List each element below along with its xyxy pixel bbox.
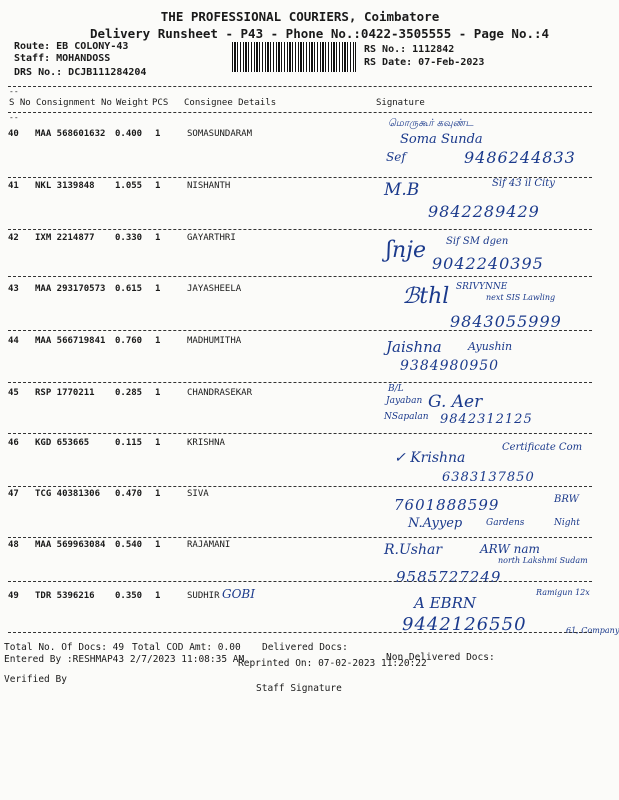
signature-phone: 9442126550 xyxy=(402,614,527,635)
signature-phone: 9486244833 xyxy=(464,148,576,167)
row-sno: 42 xyxy=(8,233,19,243)
row-consignee: SIVA xyxy=(187,489,209,499)
row-consignment: MAA 566719841 xyxy=(35,336,106,346)
document-subtitle: Delivery Runsheet - P43 - Phone No.:0422-3505555 - Page No.:4 xyxy=(90,26,550,41)
row-weight: 0.350 xyxy=(115,591,143,601)
row-consignee: SOMASUNDARAM xyxy=(187,129,253,139)
document-title: THE PROFESSIONAL COURIERS, Coimbatore xyxy=(160,9,440,24)
row-consignment: MAA 293170573 xyxy=(35,284,106,294)
divider xyxy=(8,86,592,87)
signature-phone: 7601888599 xyxy=(394,496,500,514)
row-consignee: JAYASHEELA xyxy=(187,284,242,294)
row-weight: 0.470 xyxy=(115,489,143,499)
row-weight: 0.400 xyxy=(115,129,143,139)
signature-text: N.Ayyep xyxy=(408,516,463,531)
row-pcs: 1 xyxy=(155,438,161,448)
row-pcs: 1 xyxy=(155,540,161,550)
row-sno: 47 xyxy=(8,489,19,499)
staff-signature: Staff Signature xyxy=(256,683,342,694)
row-divider xyxy=(8,276,592,277)
row-pcs: 1 xyxy=(155,129,161,139)
row-pcs: 1 xyxy=(155,181,161,191)
row-divider xyxy=(8,632,592,633)
signature-area xyxy=(376,230,598,282)
row-sno: 41 xyxy=(8,181,19,191)
signature-text: Sif SM dgen xyxy=(446,236,509,247)
signature-phone: 6383137850 xyxy=(442,470,535,485)
row-consignee: RAJAMANI xyxy=(187,540,231,550)
row-consignment: IXM 2214877 xyxy=(35,233,95,243)
signature-phone: 9843055999 xyxy=(450,312,562,331)
rs-number: RS No.: 1112842 xyxy=(364,44,455,55)
signature-area xyxy=(376,176,598,228)
header-divider xyxy=(8,112,592,113)
signature-area xyxy=(376,384,598,434)
col-consignment: Consignment No xyxy=(36,98,112,108)
signature-phone: 9585727249 xyxy=(396,568,502,586)
row-consignee: SUDHIR xyxy=(187,591,220,601)
row-sno: 44 xyxy=(8,336,19,346)
signature-text: north Lakshmi Sudam xyxy=(498,556,588,565)
signature-text xyxy=(394,450,465,466)
divider-mark: -- xyxy=(9,87,19,96)
row-consignment: TCG 40381306 xyxy=(35,489,101,499)
divider-mark: -- xyxy=(9,113,19,122)
signature-phone: 9384980950 xyxy=(400,358,500,374)
row-consignment: MAA 569963084 xyxy=(35,540,106,550)
row-divider xyxy=(8,581,592,582)
signature-text: M.B xyxy=(384,180,420,200)
signature-text: Night xyxy=(554,518,580,528)
signature-text: Certificate Com xyxy=(502,442,583,453)
signature-text: Sif 43 il City xyxy=(492,178,555,189)
signature-scribble: ℬthl xyxy=(402,284,450,309)
col-consignee: Consignee Details xyxy=(184,98,277,108)
row-consignment: TDR 5396216 xyxy=(35,591,95,601)
signature-text: NSapalan xyxy=(384,412,429,422)
row-consignment: MAA 568601632 xyxy=(35,129,106,139)
signature-text: 61, Company xyxy=(566,626,619,635)
rs-date: RS Date: 07-Feb-2023 xyxy=(364,57,485,68)
row-consignee: MADHUMITHA xyxy=(187,336,242,346)
signature-area xyxy=(376,334,598,384)
row-pcs: 1 xyxy=(155,591,161,601)
row-divider xyxy=(8,433,592,434)
col-pcs: PCS xyxy=(152,98,169,108)
total-cod: Total COD Amt: 0.00 xyxy=(132,642,241,653)
signature-text: Gardens xyxy=(486,518,525,528)
entered-by: Entered By :RESHMAP43 2/7/2023 11:08:35 AM xyxy=(4,654,245,665)
row-pcs: 1 xyxy=(155,388,161,398)
signature-text: SRIVYNNE xyxy=(456,282,508,292)
signature-phone: 9842312125 xyxy=(440,412,533,427)
row-sno: 48 xyxy=(8,540,19,550)
signature-area xyxy=(376,584,619,646)
row-weight: 0.330 xyxy=(115,233,143,243)
signature-text: Jaishna xyxy=(386,338,442,356)
row-consignee: NISHANTH xyxy=(187,181,231,191)
row-weight: 0.760 xyxy=(115,336,143,346)
signature-area xyxy=(376,118,598,174)
signature-text: next SIS Lawling xyxy=(486,293,556,302)
row-divider xyxy=(8,330,592,331)
signature-text: Jayaban xyxy=(386,396,423,406)
row-pcs: 1 xyxy=(155,489,161,499)
row-consignment: RSP 1770211 xyxy=(35,388,95,398)
reprinted-on: Reprinted On: 07-02-2023 11:20:22 xyxy=(238,658,427,669)
check-mark-icon: ✓ xyxy=(394,450,406,466)
barcode xyxy=(232,42,356,72)
row-pcs: 1 xyxy=(155,336,161,346)
signature-text: A EBRN xyxy=(414,594,476,612)
signature-text: Sef xyxy=(386,150,406,164)
row-consignment: KGD 653665 xyxy=(35,438,90,448)
signature-phone: 9842289429 xyxy=(428,202,540,221)
row-divider xyxy=(8,382,592,383)
col-signature: Signature xyxy=(376,98,425,108)
signature-area xyxy=(376,488,598,538)
signature-text: B/L xyxy=(388,384,404,394)
row-pcs: 1 xyxy=(155,284,161,294)
row-weight: 0.540 xyxy=(115,540,143,550)
row-consignee: CHANDRASEKAR xyxy=(187,388,253,398)
signature-scribble: ʃnje xyxy=(386,238,426,263)
row-sno: 49 xyxy=(8,591,19,601)
row-consignee: GAYARTHRI xyxy=(187,233,236,243)
signature-area xyxy=(376,280,598,332)
col-sno: S No xyxy=(9,98,31,108)
total-docs: Total No. Of Docs: 49 xyxy=(4,642,125,653)
row-pcs: 1 xyxy=(155,233,161,243)
signature-text: Soma Sunda xyxy=(400,132,483,147)
signature-text: Ayushin xyxy=(468,340,513,353)
signature-text: Krishna xyxy=(410,450,466,466)
delivered-docs: Delivered Docs: xyxy=(262,642,348,653)
drs-number: DRS No.: DCJB111284204 xyxy=(14,67,147,78)
signature-phone: 9042240395 xyxy=(432,254,544,273)
row-sno: 46 xyxy=(8,438,19,448)
row-weight: 0.115 xyxy=(115,438,143,448)
verified-by: Verified By xyxy=(4,674,67,685)
signature-text: Ramigun 12x xyxy=(536,588,590,597)
row-sno: 40 xyxy=(8,129,19,139)
row-weight: 0.615 xyxy=(115,284,143,294)
row-consignment: NKL 3139848 xyxy=(35,181,95,191)
row-weight: 0.285 xyxy=(115,388,143,398)
staff-label: Staff: MOHANDOSS xyxy=(14,53,111,64)
route-label: Route: EB COLONY-43 xyxy=(14,41,129,52)
row-weight: 1.055 xyxy=(115,181,143,191)
signature-text: மொருகூர் கவுண்ட xyxy=(388,118,474,129)
non-delivered-docs: Non Delivered Docs: xyxy=(386,652,495,663)
signature-area xyxy=(376,436,598,486)
col-weight: Weight xyxy=(116,98,149,108)
row-sno: 43 xyxy=(8,284,19,294)
signature-text: ARW nam xyxy=(480,542,540,556)
row-consignee: KRISHNA xyxy=(187,438,225,448)
row-sno: 45 xyxy=(8,388,19,398)
consignee-handwritten-note: GOBI xyxy=(222,587,255,601)
signature-text: G. Aer xyxy=(428,392,483,412)
row-divider xyxy=(8,486,592,487)
signature-text: BRW xyxy=(554,494,579,505)
signature-text: R.Ushar xyxy=(384,542,443,558)
